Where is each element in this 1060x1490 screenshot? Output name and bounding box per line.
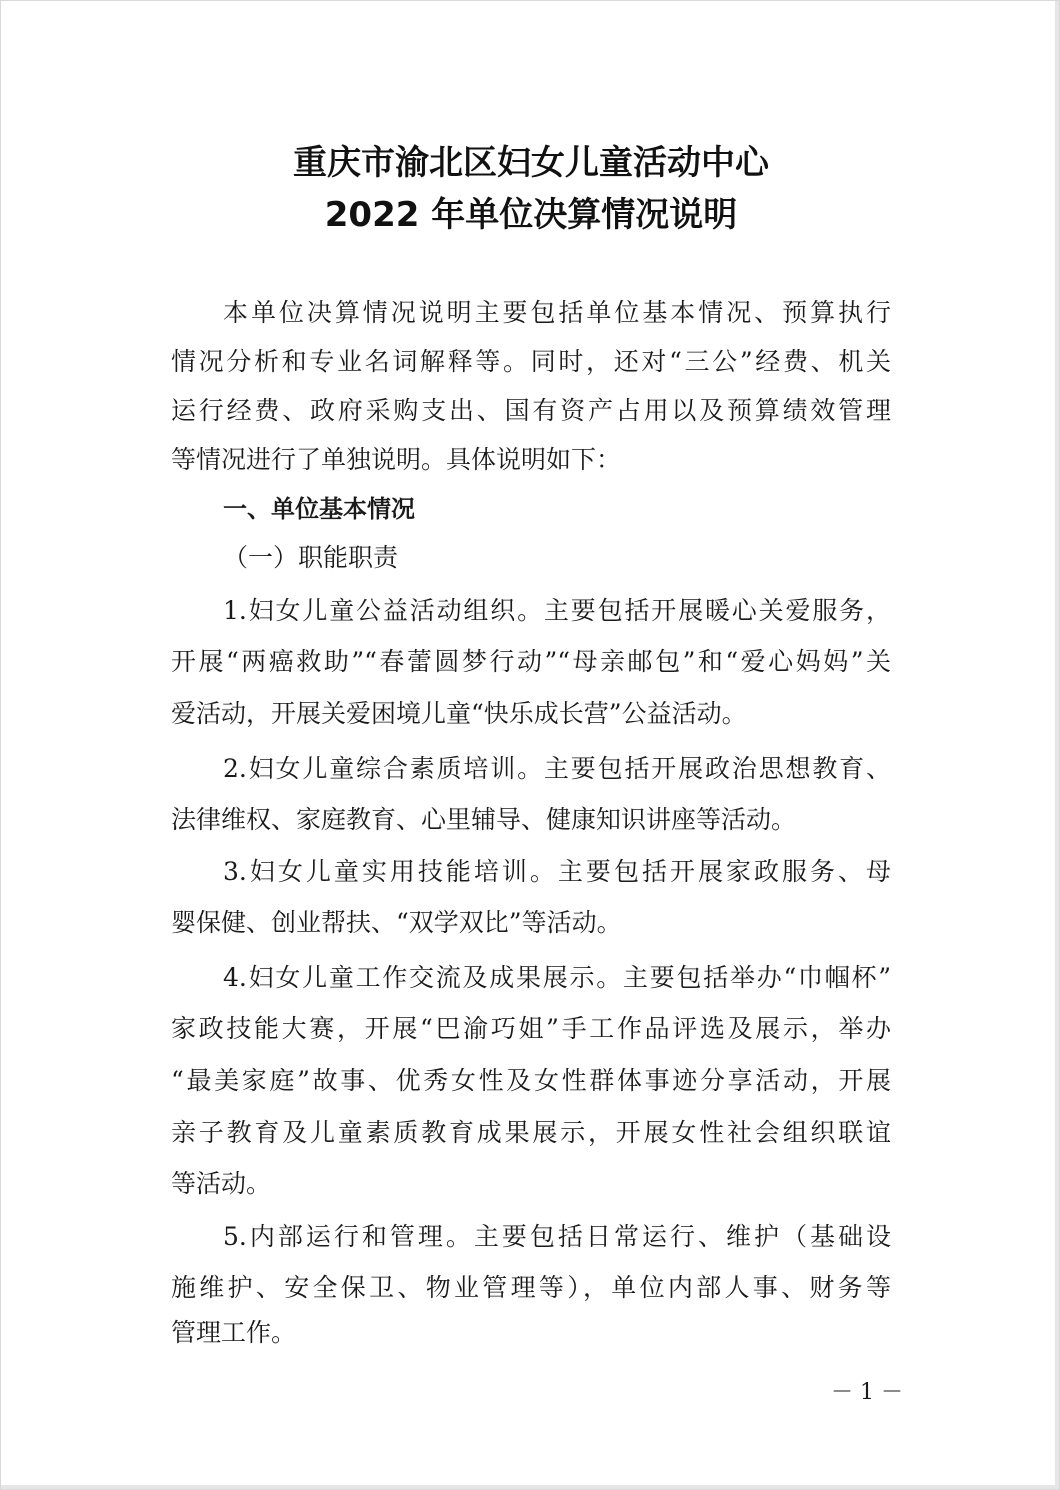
paragraph-line: “最美家庭”故事、优秀女性及女性群体事迹分享活动，开展 — [171, 1066, 891, 1095]
intro-line: 等情况进行了单独说明。具体说明如下： — [171, 445, 622, 474]
paragraph-line: 4.妇女儿童工作交流及成果展示。主要包括举办“巾帼杯” — [223, 963, 891, 992]
intro-line: 运行经费、政府采购支出、国有资产占用以及预算绩效管理 — [171, 396, 891, 425]
paragraph-line: 爱活动，开展关爱困境儿童“快乐成长营”公益活动。 — [171, 699, 747, 728]
page-number: － 1 － — [831, 1380, 903, 1405]
paragraph-line: 施维护、安全保卫、物业管理等），单位内部人事、财务等 — [171, 1273, 891, 1302]
paragraph-line: 等活动。 — [171, 1169, 272, 1198]
paragraph-line: 5.内部运行和管理。主要包括日常运行、维护（基础设 — [223, 1222, 891, 1251]
intro-line: 本单位决算情况说明主要包括单位基本情况、预算执行 — [223, 298, 891, 327]
intro-line: 情况分析和专业名词解释等。同时，还对“三公”经费、机关 — [171, 347, 891, 376]
paragraph-line: 法律维权、家庭教育、心里辅导、健康知识讲座等活动。 — [171, 805, 797, 834]
paragraph-line: 管理工作。 — [171, 1318, 297, 1347]
document-title-line-2: 2022 年单位决算情况说明 — [324, 195, 738, 235]
section-heading: 一、单位基本情况 — [223, 495, 415, 523]
paragraph-line: 2.妇女儿童综合素质培训。主要包括开展政治思想教育、 — [223, 754, 891, 783]
subsection-heading: （一）职能职责 — [223, 543, 399, 572]
paragraph-line: 开展“两癌救助”“春蕾圆梦行动”“母亲邮包”和“爱心妈妈”关 — [171, 647, 891, 676]
paragraph-line: 家政技能大赛，开展“巴渝巧姐”手工作品评选及展示，举办 — [171, 1014, 891, 1043]
paragraph-line: 3.妇女儿童实用技能培训。主要包括开展家政服务、母 — [223, 857, 891, 886]
document-title-line-1: 重庆市渝北区妇女儿童活动中心 — [293, 143, 769, 183]
paragraph-line: 婴保健、创业帮扶、“双学双比”等活动。 — [171, 908, 622, 937]
paragraph-line: 1.妇女儿童公益活动组织。主要包括开展暖心关爱服务， — [223, 596, 891, 625]
paragraph-line: 亲子教育及儿童素质教育成果展示，开展女性社会组织联谊 — [171, 1118, 891, 1147]
